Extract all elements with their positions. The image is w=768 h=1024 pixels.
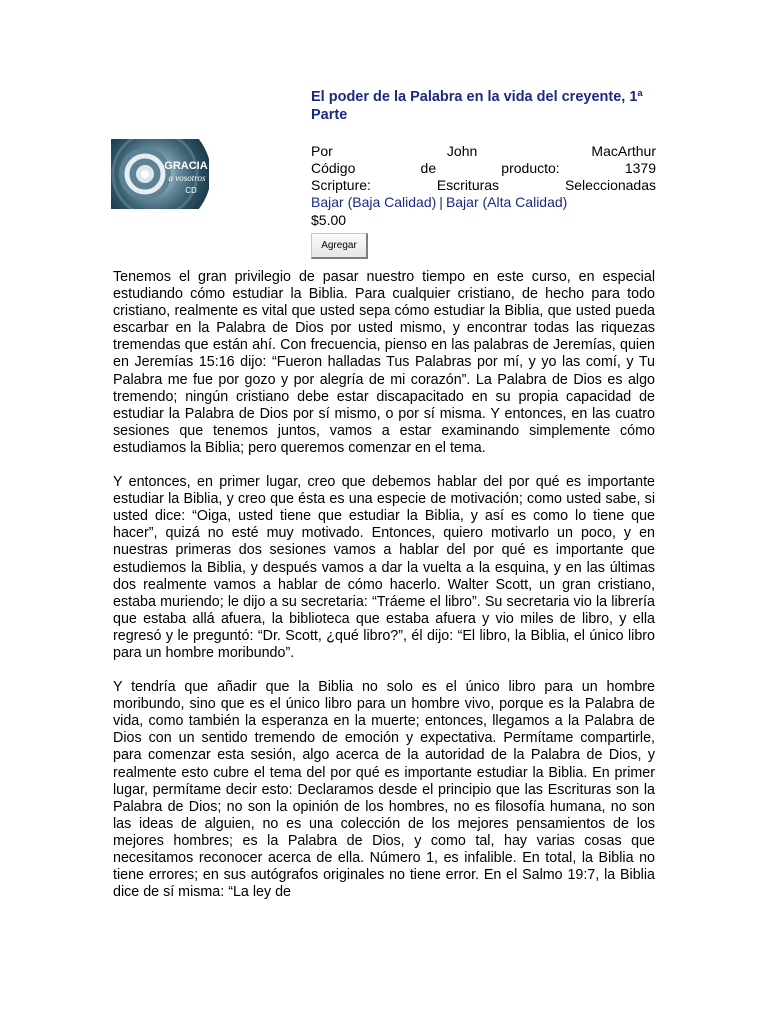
cd-logo-line3: CD bbox=[185, 186, 197, 195]
product-meta bbox=[311, 143, 656, 259]
scripture-value-word1: Escrituras bbox=[436, 177, 500, 193]
article-paragraph-3: Y tendría que añadir que la Biblia no solo es el único libro para un hombre moribundo, sino que es el único libro para un hombre vivo, porque es la Palabra de vida, como también la esperanza en la muerte; entonces, llegamos a la Palabra de Dios con un sentido tremendo de emoción y expectativa. Permítame compartirle, para comenzar esta sesión, algo acerca de la autoridad de la Palabra de Dios, y realmente esto cubre el tema del por qué es importante estudiar la Biblia. En primer lugar, permítame decir esto: Declaramos desde el principio que las Escrituras son la Palabra de Dios; no son la opinión de los hombres, no es filosofía humana, no son las ideas de alguien, no es una colección de los mejores pensamientos de los mejores hombres; es la Palabra de Dios, y como tal, hay varias cosas que necesitamos reconocer acerca de ella. Número 1, es infalible. En total, la Biblia no tiene errores; en sus autógrafos originales no tiene error. En el Salmo 19:7, la Biblia dice de sí misma: “La ley de bbox=[113, 679, 655, 901]
link-separator: | bbox=[439, 194, 443, 210]
product-info bbox=[311, 88, 656, 259]
scripture-value-word2: Seleccionadas bbox=[564, 177, 656, 193]
article-body bbox=[113, 269, 655, 918]
product-title: El poder de la Palabra en la vida del creyente, 1ª Parte bbox=[311, 89, 643, 123]
cd-logo-line1: GRACIA bbox=[164, 160, 208, 172]
author-first-name: John bbox=[446, 143, 478, 159]
code-label-word2: de bbox=[420, 160, 437, 176]
product-code-value: 1379 bbox=[624, 160, 656, 176]
download-high-quality-link[interactable]: Bajar (Alta Calidad) bbox=[445, 194, 568, 210]
author-row bbox=[311, 143, 656, 160]
code-label-word3: producto: bbox=[501, 160, 560, 176]
cd-logo-line2: a vosotros bbox=[168, 173, 206, 183]
scripture-row bbox=[311, 177, 656, 194]
download-low-quality-link[interactable]: Bajar (Baja Calidad) bbox=[311, 194, 437, 210]
author-label: Por bbox=[311, 143, 333, 159]
cd-disc-graphic bbox=[111, 139, 209, 209]
product-cd-image bbox=[111, 139, 209, 209]
product-price: $5.00 bbox=[311, 212, 347, 228]
code-label-word1: Código bbox=[311, 160, 356, 176]
product-code-row bbox=[311, 160, 656, 177]
scripture-label: Scripture: bbox=[311, 177, 371, 193]
article-paragraph-1: Tenemos el gran privilegio de pasar nuestro tiempo en este curso, en especial estudiando cómo estudiar la Biblia. Para cualquier cristiano, de hecho para todo cristiano, realmente es vital que usted sepa cómo estudiar la Biblia, que usted pueda escarbar en la Palabra de Dios por usted mismo, y encontrar todas las riquezas tremendas que están ahí. Con frecuencia, pienso en las palabras de Jeremías, quien en Jeremías 15:16 dijo: “Fueron halladas Tus Palabras por mí, y yo las comí, y Tu Palabra me fue por gozo y por alegría de mi corazón”. La Palabra de Dios es algo tremendo; ningún cristiano debe estar discapacitado en su propia capacidad de estudiar la Palabra de Dios por sí mismo, o por sí misma. Y entonces, en las cuatro sesiones que tenemos juntos, vamos a estar examinando simplemente cómo estudiamos la Biblia; pero queremos comenzar en el tema. bbox=[113, 269, 655, 456]
add-to-cart-button[interactable]: Agregar bbox=[311, 233, 368, 259]
article-paragraph-2: Y entonces, en primer lugar, creo que debemos hablar del por qué es importante estudiar la Biblia, y creo que ésta es una especie de motivación; como usted sabe, si usted dice: “Oiga, usted tiene que estudiar la Biblia, y así es como lo tiene que hacer”, quizá no esté muy motivado. Entonces, quiero motivarlo un poco, y en nuestras primeras dos sesiones vamos a hablar del por qué es importante que estudiemos la Biblia, y después vamos a dar la vuelta a la esquina, y en las últimas dos realmente vamos a hablar de cómo hacerlo. Walter Scott, un gran cristiano, estaba muriendo; le dijo a su secretaria: “Tráeme el libro”. Su secretaria vio la librería que estaba allá afuera, la biblioteca que estaba afuera y vio miles de libro, y ella regresó y le preguntó: “Dr. Scott, ¿qué libro?”, él dijo: “El libro, la Biblia, el único libro para un hombre moribundo”. bbox=[113, 474, 655, 661]
download-links bbox=[311, 194, 656, 212]
author-last-name: MacArthur bbox=[591, 143, 656, 159]
